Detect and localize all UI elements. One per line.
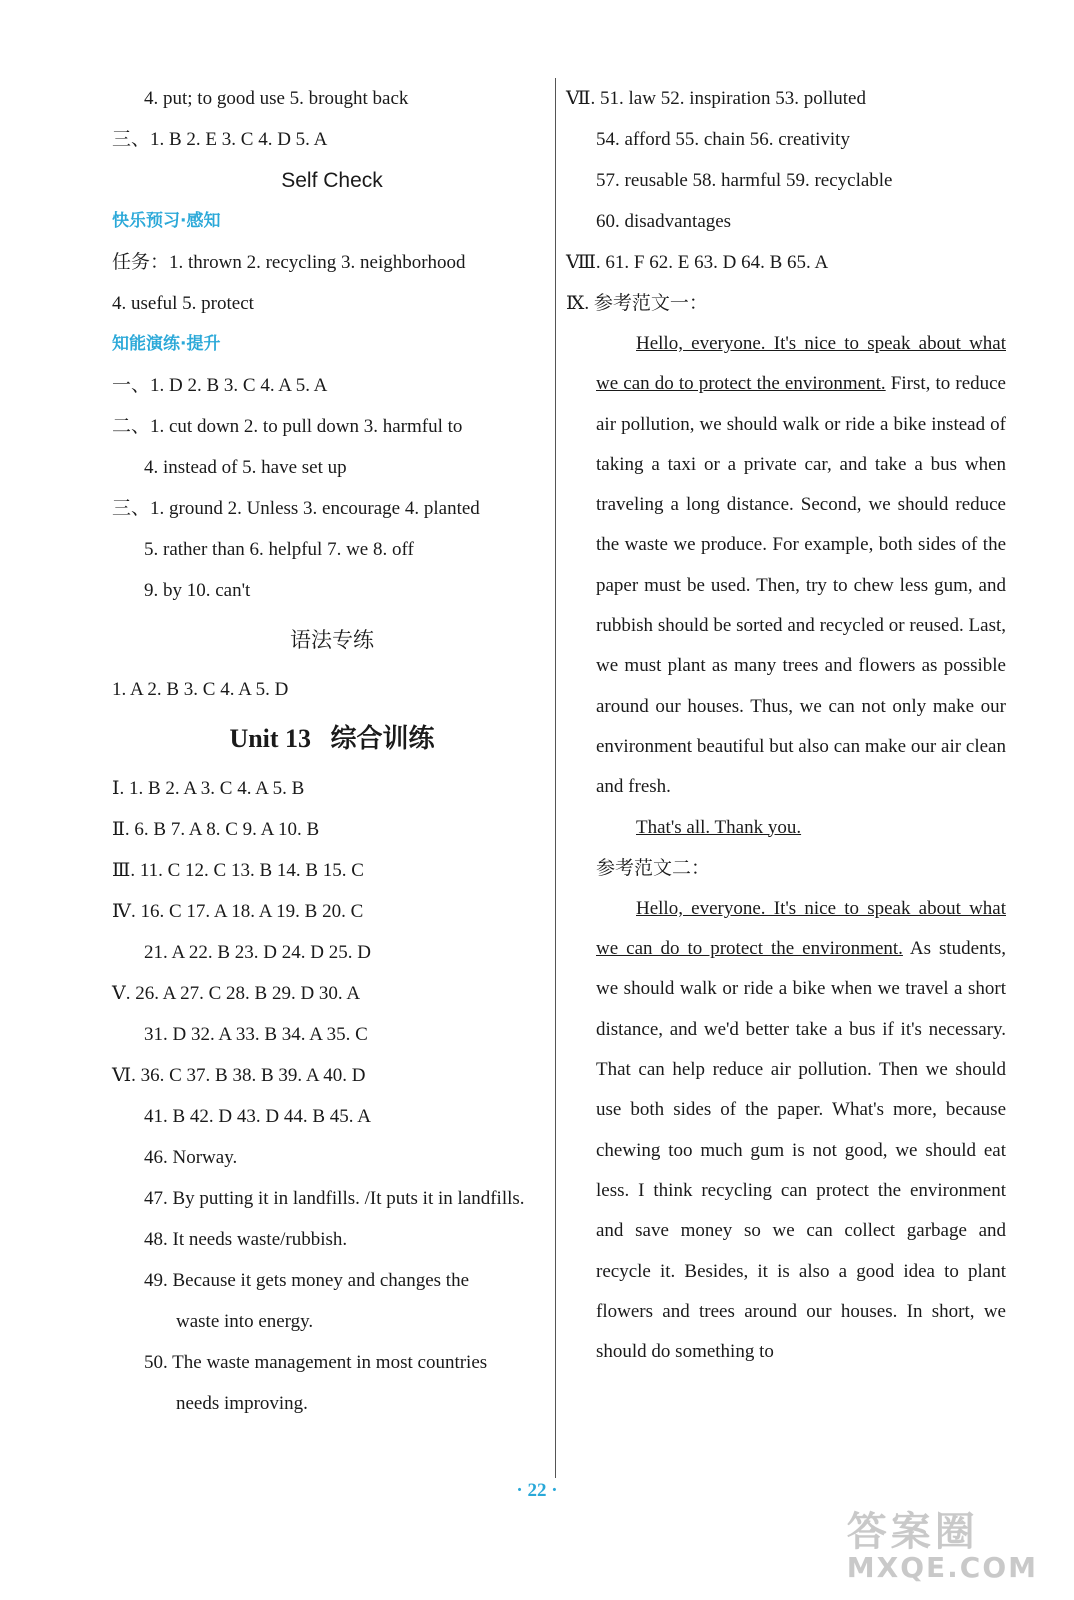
answer-line: 4. put; to good use 5. brought back	[144, 88, 409, 109]
answer-line: 9. by 10. can't	[144, 580, 251, 601]
answer-line: 54. afford 55. chain 56. creativity	[596, 129, 850, 150]
answer-line: Ⅰ. 1. B 2. A 3. C 4. A 5. B	[112, 778, 305, 799]
essay-opening: Hello, everyone. It's nice to speak about what we can do to protect the environment.	[596, 897, 1006, 960]
essay-heading: 参考范文二：	[596, 857, 711, 879]
answer-line: Ⅵ. 36. C 37. B 38. B 39. A 40. D	[112, 1065, 366, 1086]
answer-line: Ⅶ. 51. law 52. inspiration 53. polluted	[566, 88, 866, 109]
watermark-url: MXQE.COM	[846, 1551, 1038, 1584]
essay-body: As students, we should walk or ride a bike when we travel a short distance, and we'd better take a bus if it's necessary. That can help reduce air pollution. Then we should use both sides of the paper. What's more, because chewing too much gum is not good, we should eat less. I think recycling can protect the environment and save money so we can collect garbage and recycle it. Besides, it is also a good idea to plant flowers and trees around our houses. In short, we should do something to	[596, 938, 1006, 1363]
answer-line: 三、1. B 2. E 3. C 4. D 5. A	[112, 129, 328, 150]
sample-essay-2	[566, 889, 1006, 1373]
answer-line: 50. The waste management in most countries	[144, 1352, 488, 1373]
column-divider	[555, 78, 556, 1478]
essay-closing: That's all. Thank you.	[636, 816, 802, 838]
answer-line: needs improving.	[176, 1393, 308, 1414]
answer-line: Ⅷ. 61. F 62. E 63. D 64. B 65. A	[566, 252, 829, 273]
answer-line: 46. Norway.	[144, 1147, 238, 1168]
answer-line: 任务：1. thrown 2. recycling 3. neighborhood	[112, 252, 466, 273]
answer-line: Ⅴ. 26. A 27. C 28. B 29. D 30. A	[112, 983, 361, 1004]
subsection-heading: 知能演练·提升	[112, 334, 221, 354]
answer-line: 一、1. D 2. B 3. C 4. A 5. A	[112, 375, 328, 396]
answer-line: 4. useful 5. protect	[112, 293, 254, 314]
answer-line: 4. instead of 5. have set up	[144, 457, 347, 478]
essay-opening: Hello, everyone. It's nice to speak about what we can do to protect the environment.	[596, 333, 1006, 395]
answer-line: 5. rather than 6. helpful 7. we 8. off	[144, 539, 414, 560]
answer-line: 三、1. ground 2. Unless 3. encourage 4. planted	[112, 498, 480, 519]
answer-line: 49. Because it gets money and changes the	[144, 1270, 470, 1291]
answer-line: Ⅲ. 11. C 12. C 13. B 14. B 15. C	[112, 860, 364, 881]
answer-line: 31. D 32. A 33. B 34. A 35. C	[144, 1024, 368, 1045]
essay-heading: Ⅸ. 参考范文一：	[566, 293, 708, 314]
section-title-grammar: 语法专练	[290, 628, 374, 652]
answer-line: Ⅱ. 6. B 7. A 8. C 9. A 10. B	[112, 819, 320, 840]
answer-line: 47. By putting it in landfills. /It puts it in landfills.	[144, 1188, 525, 1209]
left-column	[112, 78, 552, 1424]
answer-line: Ⅳ. 16. C 17. A 18. A 19. B 20. C	[112, 901, 364, 922]
answer-line: 21. A 22. B 23. D 24. D 25. D	[144, 942, 371, 963]
answer-line: 60. disadvantages	[596, 211, 732, 232]
watermark-logo-text: 答案圈	[846, 1509, 979, 1555]
answer-line: 57. reusable 58. harmful 59. recyclable	[596, 170, 893, 191]
answer-line: 二、1. cut down 2. to pull down 3. harmful to	[112, 416, 463, 437]
answer-line: 1. A 2. B 3. C 4. A 5. D	[112, 679, 289, 700]
site-watermark	[847, 1500, 1038, 1584]
page-number: · 22 ·	[516, 1480, 558, 1501]
sample-essay-1	[566, 324, 1006, 848]
section-title-self-check: Self Check	[281, 169, 383, 192]
answer-line: waste into energy.	[176, 1311, 314, 1332]
unit-title: Unit 13 综合训练	[229, 724, 435, 753]
answer-line: 41. B 42. D 43. D 44. B 45. A	[144, 1106, 371, 1127]
essay-body: First, to reduce air pollution, we should walk or ride a bike instead of taking a taxi or a private car, and take a bus when traveling a long distance. Second, we should reduce the waste we produce. For example, both sides of the paper must be used. Then, try to chew less gum, and rubbish should be sorted and recycled or reused. Last, we must plant as many trees and flowers as possible around our houses. Thus, we can not only make our environment beautiful but also can make our air clean and fresh.	[596, 373, 1006, 798]
subsection-heading: 快乐预习·感知	[112, 211, 221, 231]
answer-line: 48. It needs waste/rubbish.	[144, 1229, 348, 1250]
right-column	[566, 78, 1006, 1372]
